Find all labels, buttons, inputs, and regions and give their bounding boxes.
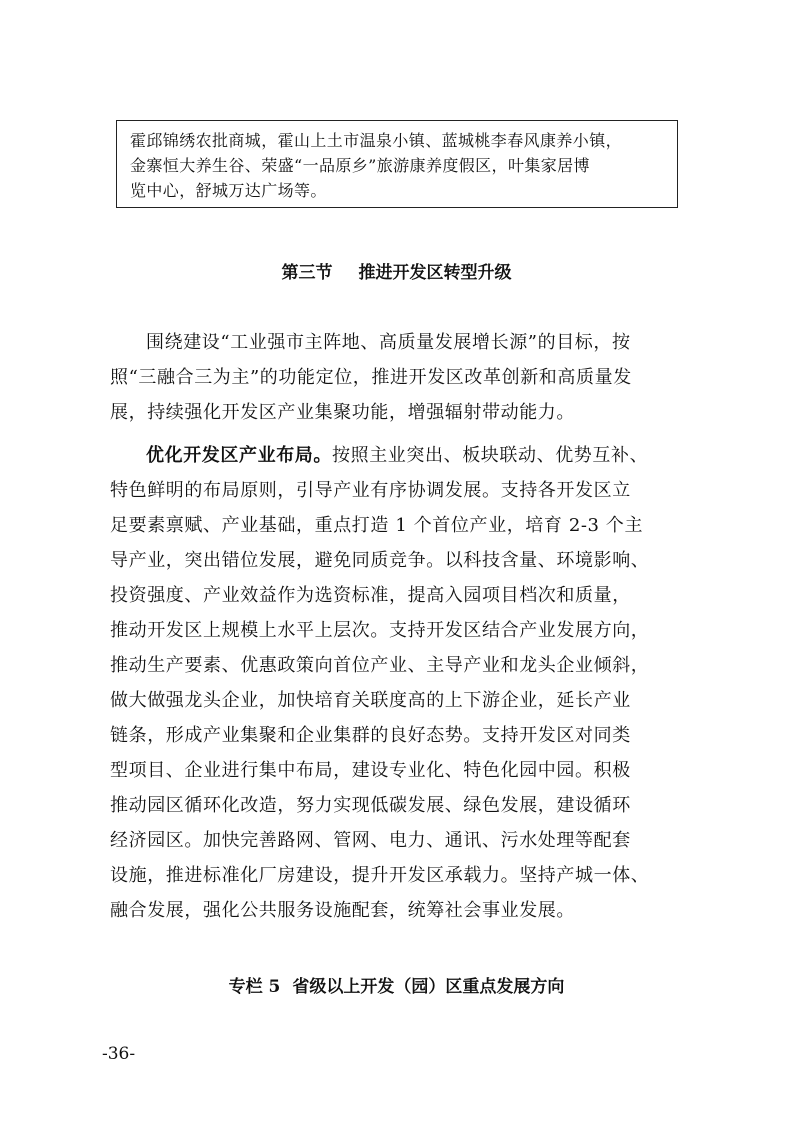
layout-line-8: 做大做强龙头企业，加快培育关联度高的上下游企业，延长产业 xyxy=(110,690,631,711)
layout-line-5: 投资强度、产业效益作为选资标准，提高入园项目档次和质量， xyxy=(110,585,631,606)
layout-heading: 优化开发区产业布局。 xyxy=(146,445,332,466)
layout-line-6: 推动开发区上规模上水平上层次。支持开发区结合产业发展方向， xyxy=(110,620,650,641)
section-number: 第三节 xyxy=(281,263,333,283)
intro-line-3: 展，持续强化开发区产业集聚功能，增强辐射带动能力。 xyxy=(110,402,575,423)
section-title: 推进开发区转型升级 xyxy=(358,263,512,283)
box-line-3: 览中心，舒城万达广场等。 xyxy=(130,181,327,200)
box-line-2: 金寨恒大养生谷、荣盛“一品原乡”旅游康养度假区，叶集家居博 xyxy=(130,156,590,175)
layout-line-1 xyxy=(146,441,690,471)
layout-line-7: 推动生产要素、优惠政策向首位产业、主导产业和龙头企业倾斜， xyxy=(110,655,650,676)
layout-line-12: 经济园区。加快完善路网、管网、电力、通讯、污水处理等配套 xyxy=(110,830,631,851)
layout-line-2: 特色鲜明的布局原则，引导产业有序协调发展。支持各开发区立 xyxy=(110,480,631,501)
layout-line-4: 导产业，突出错位发展，避免同质竞争。以科技含量、环境影响、 xyxy=(110,550,650,571)
column-title: 省级以上开发（园）区重点发展方向 xyxy=(292,977,565,997)
page-number: -36- xyxy=(102,1044,136,1064)
intro-line-2: 照“三融合三为主”的功能定位，推进开发区改革创新和高质量发 xyxy=(110,367,632,388)
box-line-1: 霍邱锦绣农批商城，霍山上土市温泉小镇、蓝城桃李春风康养小镇， xyxy=(130,131,623,150)
intro-line-1: 围绕建设“工业强市主阵地、高质量发展增长源”的目标，按 xyxy=(146,332,631,353)
layout-line-14: 融合发展，强化公共服务设施配套，统筹社会事业发展。 xyxy=(110,900,575,921)
column-heading xyxy=(0,972,793,997)
section-heading xyxy=(0,258,793,283)
layout-first-line-rest: 按照主业突出、板块联动、优势互补、 xyxy=(332,445,649,466)
layout-line-9: 链条，形成产业集聚和企业集群的良好态势。支持开发区对同类 xyxy=(110,725,631,746)
layout-line-11: 推动园区循环化改造，努力实现低碳发展、绿色发展，建设循环 xyxy=(110,795,631,816)
layout-line-13: 设施，推进标准化厂房建设，提升开发区承载力。坚持产城一体、 xyxy=(110,865,650,886)
layout-line-10: 型项目、企业进行集中布局，建设专业化、特色化园中园。积极 xyxy=(110,760,631,781)
layout-line-3: 足要素禀赋、产业基础，重点打造 1 个首位产业，培育 2-3 个主 xyxy=(110,515,644,536)
column-label: 专栏 5 xyxy=(228,977,281,997)
